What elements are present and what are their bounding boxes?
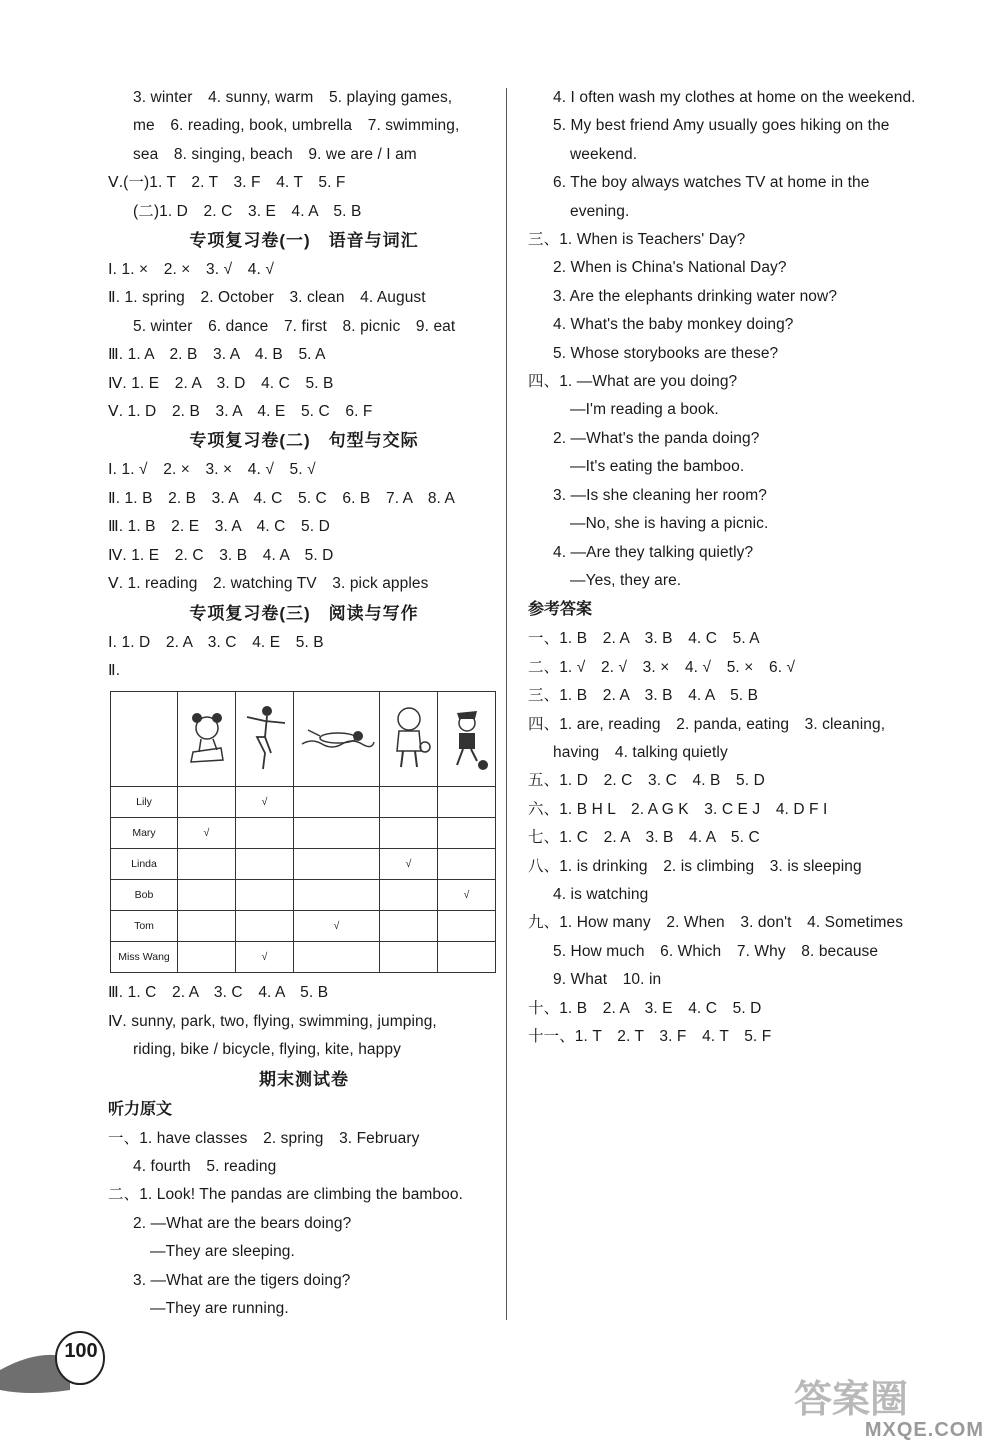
answer-line: 一、1. B 2. A 3. B 4. C 5. A — [528, 630, 760, 648]
answer-line: 六、1. B H L 2. A G K 3. C E J 4. D F I — [528, 800, 828, 818]
answer-line: (二)1. D 2. C 3. E 4. A 5. B — [133, 202, 362, 220]
check-cell — [380, 880, 438, 911]
answer-line: 2. —What's the panda doing? — [553, 429, 760, 447]
check-cell: √ — [380, 849, 438, 880]
answer-line: 二、1. √ 2. √ 3. × 4. √ 5. × 6. √ — [528, 658, 796, 676]
answer-line: —I'm reading a book. — [570, 401, 719, 419]
answer-line: me 6. reading, book, umbrella 7. swimming, — [133, 117, 460, 135]
right-column — [528, 84, 928, 1051]
table-row — [111, 849, 496, 880]
check-cell — [294, 942, 380, 973]
student-name: Lily — [111, 787, 178, 818]
check-cell — [438, 818, 496, 849]
check-cell — [438, 787, 496, 818]
check-cell — [294, 880, 380, 911]
answer-line: Ⅴ. 1. reading 2. watching TV 3. pick apples — [108, 575, 429, 593]
table-row — [111, 942, 496, 973]
answer-line: Ⅳ. 1. E 2. C 3. B 4. A 5. D — [108, 546, 334, 564]
answer-line: 二、1. Look! The pandas are climbing the bamboo. — [108, 1186, 463, 1204]
listening-label: 听力原文 — [108, 1100, 173, 1118]
student-name: Linda — [111, 849, 178, 880]
final-test-title: 期末测试卷 — [259, 1069, 349, 1089]
check-cell — [294, 849, 380, 880]
answer-line: 五、1. D 2. C 3. C 4. B 5. D — [528, 772, 765, 790]
answer-line: evening. — [570, 202, 630, 220]
check-cell — [178, 911, 236, 942]
table-row — [111, 911, 496, 942]
check-cell — [178, 880, 236, 911]
check-cell: √ — [294, 911, 380, 942]
check-cell — [438, 849, 496, 880]
check-cell — [236, 818, 294, 849]
watermark-text: MXQE.COM — [864, 1419, 984, 1441]
answer-line: 2. When is China's National Day? — [553, 259, 787, 277]
answer-line: riding, bike / bicycle, flying, kite, happy — [133, 1041, 401, 1059]
student-name: Miss Wang — [111, 942, 178, 973]
answer-line: Ⅳ. sunny, park, two, flying, swimming, jumping, — [108, 1012, 437, 1030]
check-cell — [294, 787, 380, 818]
answer-line: 三、1. When is Teachers' Day? — [528, 231, 746, 249]
answer-line: Ⅰ. 1. D 2. A 3. C 4. E 5. B — [108, 633, 324, 651]
answer-line: 4. —Are they talking quietly? — [553, 543, 754, 561]
svg-text:答案圈: 答案圈 — [794, 1377, 909, 1421]
answer-line: weekend. — [570, 145, 638, 163]
answer-line: Ⅲ. 1. B 2. E 3. A 4. C 5. D — [108, 518, 330, 536]
check-cell — [178, 942, 236, 973]
answer-line: 5. My best friend Amy usually goes hiking on the — [553, 117, 890, 135]
answer-line: 3. —What are the tigers doing? — [133, 1271, 351, 1289]
dancing-girl-picture — [236, 692, 294, 787]
answer-line: 4. I often wash my clothes at home on the weekend. — [553, 89, 916, 106]
table-header-row — [111, 692, 496, 787]
answer-line: 5. How much 6. Which 7. Why 8. because — [553, 942, 879, 960]
answer-line: Ⅴ. 1. D 2. B 3. A 4. E 5. C 6. F — [108, 403, 373, 421]
answer-line: 3. winter 4. sunny, warm 5. playing games, — [133, 89, 453, 106]
answer-line: —They are running. — [150, 1299, 289, 1317]
check-cell — [236, 880, 294, 911]
answer-line: Ⅳ. 1. E 2. A 3. D 4. C 5. B — [108, 374, 334, 392]
check-cell: √ — [236, 787, 294, 818]
answer-line: Ⅲ. 1. C 2. A 3. C 4. A 5. B — [108, 984, 329, 1002]
left-column — [108, 84, 500, 1323]
answer-line: 三、1. B 2. A 3. B 4. A 5. B — [528, 687, 759, 705]
answer-line: 3. Are the elephants drinking water now? — [553, 287, 838, 305]
check-cell — [294, 818, 380, 849]
answer-line: —Yes, they are. — [570, 571, 682, 589]
answer-line: sea 8. singing, beach 9. we are / I am — [133, 145, 417, 163]
check-cell — [236, 911, 294, 942]
check-cell — [380, 787, 438, 818]
section-title-vocab: 专项复习卷(一) 语音与词汇 — [189, 231, 419, 251]
answer-line: Ⅰ. 1. √ 2. × 3. × 4. √ 5. √ — [108, 461, 316, 479]
answer-line: 2. —What are the bears doing? — [133, 1214, 352, 1232]
check-cell — [178, 849, 236, 880]
check-cell — [438, 911, 496, 942]
answer-line: Ⅰ. 1. × 2. × 3. √ 4. √ — [108, 261, 274, 279]
section-title-reading: 专项复习卷(三) 阅读与写作 — [189, 603, 419, 623]
answer-line: Ⅱ. 1. spring 2. October 3. clean 4. August — [108, 289, 426, 307]
check-cell: √ — [438, 880, 496, 911]
answers-label: 参考答案 — [528, 601, 593, 619]
student-name: Tom — [111, 911, 178, 942]
section-title-sentences: 专项复习卷(二) 句型与交际 — [189, 431, 419, 451]
boy-kicking-ball-picture — [438, 692, 496, 787]
check-cell — [380, 818, 438, 849]
check-cell — [380, 942, 438, 973]
page-number: 100 — [64, 1340, 98, 1362]
check-cell — [380, 911, 438, 942]
answer-line: —They are sleeping. — [150, 1243, 295, 1261]
answer-line: 9. What 10. in — [553, 971, 662, 989]
answer-line: 七、1. C 2. A 3. B 4. A 5. C — [528, 829, 760, 847]
student-name: Bob — [111, 880, 178, 911]
check-cell: √ — [236, 942, 294, 973]
check-cell: √ — [178, 818, 236, 849]
answer-line: 4. fourth 5. reading — [133, 1157, 277, 1175]
swimming-picture — [294, 692, 380, 787]
answer-line: Ⅱ. — [108, 661, 121, 679]
column-divider — [506, 88, 507, 1320]
answer-line: —No, she is having a picnic. — [570, 515, 769, 533]
table-row — [111, 880, 496, 911]
answer-line: 十一、1. T 2. T 3. F 4. T 5. F — [528, 1028, 772, 1045]
answer-line: 5. winter 6. dance 7. first 8. picnic 9. eat — [133, 317, 456, 335]
answer-line: 3. —Is she cleaning her room? — [553, 486, 767, 504]
answer-line: 九、1. How many 2. When 3. don't 4. Sometimes — [528, 914, 904, 932]
check-cell — [178, 787, 236, 818]
answer-line: —It's eating the bamboo. — [570, 458, 745, 476]
student-name: Mary — [111, 818, 178, 849]
answer-line: 十、1. B 2. A 3. E 4. C 5. D — [528, 999, 762, 1017]
table-row — [111, 818, 496, 849]
check-cell — [438, 942, 496, 973]
answer-line: Ⅱ. 1. B 2. B 3. A 4. C 5. C 6. B 7. A 8. A — [108, 489, 455, 507]
answer-line: 6. The boy always watches TV at home in the — [553, 174, 870, 192]
answer-line: Ⅲ. 1. A 2. B 3. A 4. B 5. A — [108, 346, 326, 364]
answer-line: 4. is watching — [553, 885, 649, 903]
boy-with-ball-picture — [380, 692, 438, 787]
answer-line: 四、1. —What are you doing? — [528, 373, 738, 391]
table-corner-cell — [111, 692, 178, 787]
answer-line: 四、1. are, reading 2. panda, eating 3. cleaning, — [528, 715, 886, 733]
answer-line: Ⅴ.(一)1. T 2. T 3. F 4. T 5. F — [108, 174, 346, 192]
answer-line: 5. Whose storybooks are these? — [553, 344, 779, 362]
check-cell — [236, 849, 294, 880]
picnic-girl-picture — [178, 692, 236, 787]
table-row — [111, 787, 496, 818]
answer-line: 八、1. is drinking 2. is climbing 3. is sleeping — [528, 857, 862, 875]
activity-table — [110, 691, 496, 973]
answer-line: 4. What's the baby monkey doing? — [553, 316, 794, 334]
answer-line: 一、1. have classes 2. spring 3. February — [108, 1129, 420, 1147]
answer-line: having 4. talking quietly — [553, 743, 728, 761]
